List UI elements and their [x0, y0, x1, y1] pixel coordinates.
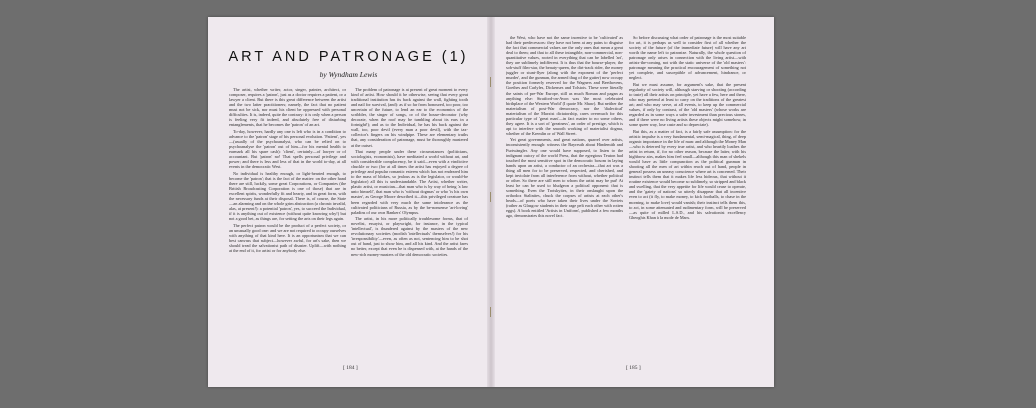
- paragraph: To-day, however, hardly any one is left who is in a condition to advance to the 'patron' stage of his personal evolution. 'Patient', yes—(usually of the psychoanalyst, who can be relied on to psychoanalyse the 'patron' out of him—for his mental health to earmark all his spare cash): 'client', certainly—of lawyer or of accountant. But 'patron' no! That spells personal privilege and power; and there is less and less of that in the world to-day, at all events in the democratic West.: [229, 128, 346, 170]
- page-number-right: [ 185 ]: [626, 365, 641, 371]
- binding-stitch: [490, 192, 491, 202]
- article-byline: by Wyndham Lewis: [319, 70, 378, 79]
- right-page: [493, 17, 774, 387]
- paragraph: The artist, whether writer, actor, singer, painter, architect, or composer, requires a 'patron', just as a doctor requires a patient, or a lawyer a client. But there is this great difference between the artist and the two latter practitioners; namely, the fact that no patient must not be sick, nor must his client be oppressed with personal difficulties. It is, indeed, quite the contrary: it is only when a person is feeling very fit indeed, and absolutely free of disturbing entanglements, that he becomes the 'patron' of an art.: [229, 87, 346, 128]
- paragraph: The perfect patron would be the product of a perfect society, or an unusually good one: and we are not required to occupy ourselves with anything of that kind here. It is an opportunism that we can best canvass that subject—however awful, for art's sake, then we should tread the salvationist path of disaster. Uplift—with nothing at the end of it, for artist or for anybody else.: [229, 222, 346, 253]
- paragraph: But this, as a matter of fact, is a fairly safe assumption: for the artistic impulse is a very fundamental, semi-magical, thing, of deep organic importance in the life of man: and although the Money Man—who is deterred by every true artist, and who heartily loathes the artist in return, if, for no other reason, because the latter, with his highbrow airs, makes him feel small—although this man of shekels would have as little compunction as the political gunman in shooting all the men of art within reach out of hand, people in general possess an uneasy conscience where art is concerned. Their instinct tells them that it makes life less hideous, that without it routine existence would become so sublimely, so stripped and black and swelling, that the very appetite for life would cease to operate, and the 'gaiety of nations' so utterly disappear that all incentive even to act (it fly, to make money, to kick footballs, to chase in the morning, to make love) would vanish; their instinct tells them this, to act, in some attenuated and rudimentary form, will be preserved—as quite of milled L.S.D., and his salvationist excellency Gheoghis Khan à la mode de Marx.: [629, 128, 746, 220]
- paragraph: the West, who have not the same incentive to be 'cultivated' as had their predecessors: they have not been at any pains to disguise the fact that commercial values are the only ones that mean a great deal to them; and that to all these intangible, non-commercial, non-quantitative values, rooted in everything that can be labelled 'art', they are sublimely indifferent. It is thus that the bourse-player, the sob-stuff film-star, the beauty-queen, the dirt-track rider, the money juggler or stunt-flyer (along with the exponent of the 'perfect murder', and the gunman, the armed thug of the gutter) now occupy the position formerly reserved for the Wagners and Beethovens, Goethes and Carlyles, Dickenses and Tolstois. These were literally the saints of pre-War Europe, still as much Roman and pagan as anything else: Stratford-on-Avon was 'the most celebrated birthplace of the Western World' (I quote Mr. Shaw). But neither the materialism of post-War democracy, nor the 'dialectical' materialism of the Marxist dictatorship, cares overmuch for this particular type of 'great man'—in fact matter to no some others, they agree. It is a sort of 'greatness', an order of prestige, which is apt to interfere with the smooth working of materialist dogma, whether of the Kremlin or of Wall Street.: [506, 35, 623, 136]
- paragraph: That many people under these circumstances (politicians, sociologists, economists), have meditated a world without art, and with considerable complacency, be it said—even with a vindictive chuckle or two (for at all times the artist has enjoyed a degree of privilege and popular romantic esteem which has not endeared him to the mass of blokes, so jealous as is the legislator, or would-be legislator) all this is understandable. The Artist, whether writer, plastic artist, or musician—that man who is by way of being 'a law unto himself', that man who is 'without dogmas' or who 'is his own master', as George Moore described it—this privileged creature has been regarded with very much the same intolerance as the cultivated politicians of Russia, as by the be-nonsense 'art-loving' paladins of our own Bankers' Olympus.: [351, 149, 468, 215]
- paragraph: The problem of patronage is at present of great moment to every kind of artist. How should it be otherwise, seeing that every great traditional institution has its back against the wall, fighting tooth and nail for survival, (and): as if so far from honoured, too poor, too uncertain of the future, to lend an ear to the economics of the scribbler, the singer of songs, or of the house-decorator (why decorate, when the roof may be tumbling about its ears in a fortnight!); and as to the Individual, he has his back against the wall, too, poor devil (every man a poor devil), with the tax-collector's fingers on his windpipe. These are elementary truths that, any consideration of patronage, must be thoroughly mastered at the outset.: [351, 87, 468, 148]
- left-page-column-2: [351, 87, 468, 355]
- article-title: ART AND PATRONAGE (1): [228, 49, 469, 65]
- left-page-column-1: [229, 87, 346, 355]
- magazine-spread: [208, 17, 774, 387]
- paragraph: No individual is healthy enough, or light-hearted enough, to become the 'patron'; that is the fact of the matter: on the other hand there are still, luckily, some great Corporations, or Companies (the British Broadcasting Corporation is one of those) that are in excellent spirits, wonderfully fit and hearty, and in great form, with the necessary funds at their disposal. There is, of course, the State —an alarming and on the whole grim abstraction (a chronic invalid, alas, at present!): a potential 'patron', yes, to succeed the Individual, if it is anything out of existence (without quite knowing why!) but not a good bet, as things are, for setting the arts on their legs again.: [229, 170, 346, 222]
- page-number-left: [ 184 ]: [343, 365, 358, 371]
- paragraph: Yet great governments, and great nations, quarrel over artists, inconsistently enough: witness the Bayreuth about Hindemith and Furtwängler. Any one would have supposed, to listen to the indignant outcry of the world Press, that the egregious Teuton had touched the most sensitive spot in the democratic bosom in laying hands upon an artist, a conductor of an orchestra—that art was a thing all men for to be preserved, respected, and cherished, and kept inviolate from all interference from without, whether political or other. So there are still men to whom the artist may be put! At least he can be used to bludgeon a political opponent: that is something. Even the Trotskyites, in their onslaught upon the orthodox Stalinites, chuck the corpses of artists at each other's heads—of poets who have taken their lives under the Soviets (rather as Glasgow students in their rage pelt each other with rotten eggs). A book entitled 'Artists in Uniform', published a few months ago, demonstrates this novel fact.: [506, 137, 623, 219]
- right-page-column-2: [629, 35, 746, 355]
- right-page-column-1: [506, 35, 623, 355]
- left-page: [208, 17, 489, 387]
- paragraph: The artist, in his more politically troublesome forms, that of novelist, essayist, or playwright, for instance, in the typical 'intellectual', is thundered against by the masters of the new revolutionary societies (modish 'intellectuals' themselves!) for his 'irresponsibility'—even, as often as not, sentencing him to be shot out of hand, just to show him, and all his kind. And the artist fares no better, except that even he is dispensed with, at the hands of the new-rich money-masters of the old democratic societies.: [351, 216, 468, 257]
- paragraph: But we must assume, for argument's sake, that the present regularity of society will, although starving or shooting (according to taste) all their artists on principle, yet have a few, here and there, who may pretend at least to carry on the traditions of the greatest art; and who may serve, at all events, to keep up the commercial values, if only by contrast, of the 'old masters' (whose works are regarded as in some ways a safer investment than precious stones, and if there were no living artists these objects might somehow, in some queer way, lose caste and so depreciate).: [629, 81, 746, 128]
- paragraph: So before discussing what order of patronage is the most suitable for art, it is perhaps as well to consider first of all whether the society of the future (of the immediate future) will have any art worth the name left to patronize. Naturally, the whole question of patronage only arises in connection with the living artist—with artists-the-coming, not with the static universe of the 'old masters': patronage meaning the practical encouragement of something not yet complete, and susceptible of advancement, hindrance, or neglect.: [629, 35, 746, 81]
- binding-stitch: [490, 307, 491, 317]
- binding-stitch: [490, 77, 491, 87]
